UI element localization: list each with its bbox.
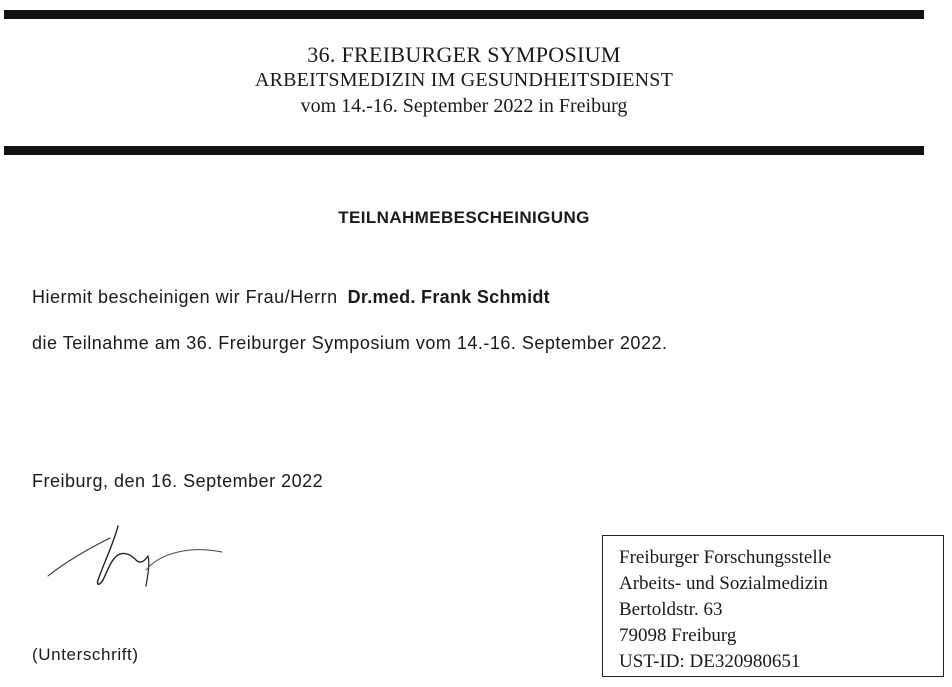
participant-name: Dr.med. Frank Schmidt xyxy=(347,287,550,307)
stamp-street: Bertoldstr. 63 xyxy=(619,599,723,620)
place-date: Freiburg, den 16. September 2022 xyxy=(32,471,324,491)
document-title: TEILNAHMEBESCHEINIGUNG xyxy=(338,208,590,227)
certify-prefix: Hiermit bescheinigen wir Frau/Herrn xyxy=(32,287,338,307)
header-top-rule xyxy=(4,10,924,19)
symposium-date-location: vom 14.-16. September 2022 in Freiburg xyxy=(300,95,628,117)
symposium-subtitle: ARBEITSMEDIZIN IM GESUNDHEITSDIENST xyxy=(254,69,674,91)
header-bottom-rule xyxy=(4,146,924,155)
symposium-header xyxy=(0,43,928,119)
institution-stamp xyxy=(602,535,944,677)
certification-line xyxy=(32,287,550,308)
stamp-department: Arbeits- und Sozialmedizin xyxy=(619,573,828,594)
stamp-city: 79098 Freiburg xyxy=(619,625,737,646)
stamp-vat-id: UST-ID: DE320980651 xyxy=(619,651,801,672)
stamp-institution-name: Freiburger Forschungsstelle xyxy=(619,547,832,568)
participation-text: die Teilnahme am 36. Freiburger Symposium vom 14.-16. September 2022. xyxy=(32,333,668,353)
symposium-title: 36. FREIBURGER SYMPOSIUM xyxy=(307,42,621,67)
handwritten-signature xyxy=(40,520,230,600)
signature-label: (Unterschrift) xyxy=(32,645,139,664)
